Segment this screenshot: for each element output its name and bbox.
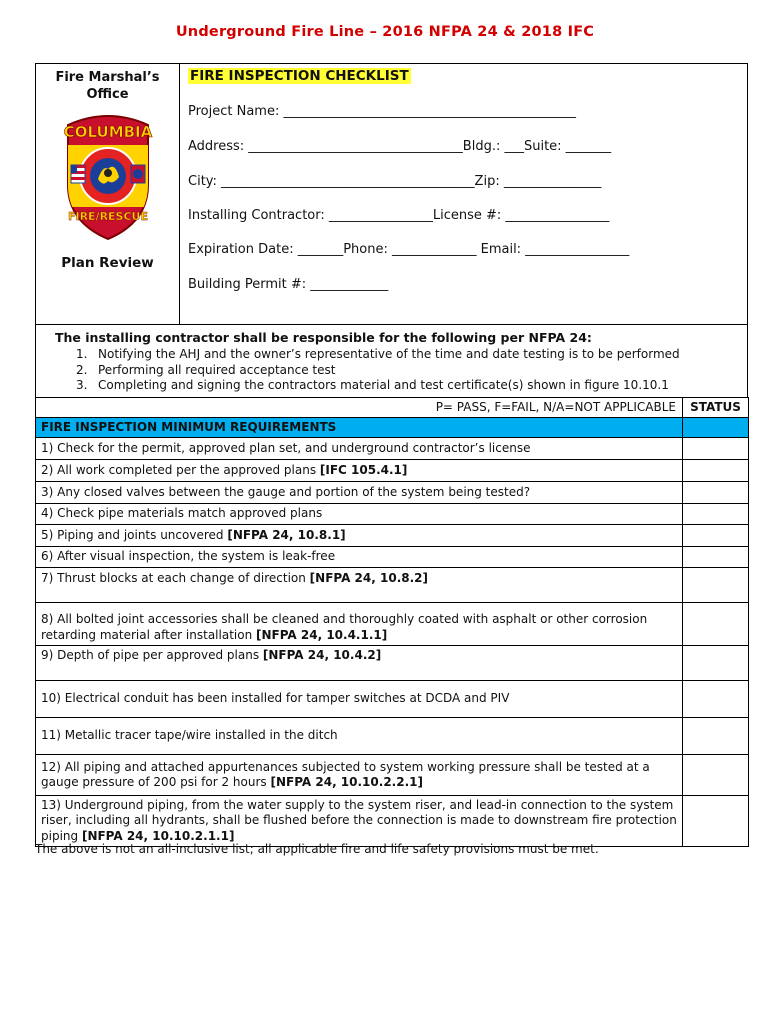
expiration-phone-email-field[interactable]: Expiration Date: _______Phone: _____________ Email: ________________ — [188, 242, 630, 257]
office-label-line1: Fire Marshal’s — [55, 70, 160, 85]
checklist-column — [186, 64, 739, 324]
installing-contractor-field[interactable]: Installing Contractor: ________________License #: ________________ — [188, 208, 610, 223]
code-reference: [NFPA 24, 10.8.2] — [309, 571, 428, 585]
table-row — [36, 568, 749, 603]
status-cell[interactable] — [683, 438, 749, 460]
status-cell[interactable] — [683, 796, 749, 847]
fire-marshal-column — [36, 64, 180, 324]
plan-review-label: Plan Review — [61, 255, 154, 271]
header-block — [35, 63, 748, 325]
requirements-table — [35, 397, 749, 847]
status-cell[interactable] — [683, 482, 749, 504]
status-cell[interactable] — [683, 504, 749, 525]
table-row — [36, 718, 749, 755]
requirement-text: 7) Thrust blocks at each change of direction — [41, 571, 310, 585]
code-reference: [NFPA 24, 10.10.2.2.1] — [270, 775, 423, 789]
table-row — [36, 460, 749, 482]
requirement-text: 11) Metallic tracer tape/wire installed in the ditch — [41, 728, 338, 743]
status-cell[interactable] — [683, 755, 749, 796]
requirement-text: 2) All work completed per the approved plans — [41, 462, 320, 477]
status-cell[interactable] — [683, 718, 749, 755]
list-item: 1. Notifying the AHJ and the owner’s representative of the time and date testing is to be performed — [76, 347, 680, 361]
building-permit-field[interactable]: Building Permit #: ____________ — [188, 277, 389, 292]
project-name-field[interactable]: Project Name: _____________________________________________ — [188, 104, 576, 119]
code-reference: [IFC 105.4.1] — [319, 462, 408, 477]
legend-row — [36, 398, 749, 418]
section-header: FIRE INSPECTION MINIMUM REQUIREMENTS — [36, 418, 683, 438]
page-title: Underground Fire Line – 2016 NFPA 24 & 2018 IFC — [175, 24, 595, 40]
status-legend: P= PASS, F=FAIL, N/A=NOT APPLICABLE — [36, 398, 683, 418]
footer-note: The above is not an all-inclusive list; all applicable fire and life safety provisions must be met. — [35, 842, 599, 856]
code-reference: [NFPA 24, 10.4.2] — [262, 648, 382, 662]
requirement-text: 6) After visual inspection, the system is leak-free — [41, 549, 336, 564]
svg-text:COLUMBIA: COLUMBIA — [63, 123, 153, 141]
table-row — [36, 547, 749, 568]
status-header: STATUS — [683, 398, 749, 418]
code-reference: [NFPA 24, 10.4.1.1] — [256, 627, 388, 642]
city-field[interactable]: City: _______________________________________Zip: _______________ — [188, 174, 602, 189]
code-reference: [NFPA 24, 10.8.1] — [227, 527, 346, 542]
code-reference: [NFPA 24, 10.10.2.1.1] — [81, 828, 235, 843]
office-label — [36, 69, 179, 103]
requirement-text: 5) Piping and joints uncovered — [41, 527, 228, 542]
table-row — [36, 796, 749, 847]
table-row — [36, 482, 749, 504]
list-item: 3. Completing and signing the contractors material and test certificate(s) shown in figure 10.10.1 — [76, 378, 669, 393]
svg-text:FIRE/RESCUE: FIRE/RESCUE — [67, 210, 149, 223]
requirement-text: 12) All piping and attached appurtenances subjected to system working pressure shall be tested at a gauge pressure of 200 psi for 2 hours — [41, 759, 650, 789]
table-row — [36, 681, 749, 718]
requirement-text: 13) Underground piping, from the water supply to the system riser, and lead-in connection to the system riser, including all hydrants, shall be flushed before the connection is made to downstream fire protection piping — [41, 797, 677, 843]
section-header-row — [36, 418, 749, 438]
status-cell[interactable] — [683, 525, 749, 547]
requirement-text: 4) Check pipe materials match approved plans — [41, 506, 323, 521]
office-label-line2: Office — [86, 87, 129, 102]
table-row — [36, 438, 749, 460]
status-cell[interactable] — [683, 568, 749, 603]
contractor-instructions — [35, 325, 748, 398]
list-item: 2. Performing all required acceptance test — [76, 362, 336, 377]
requirement-text: 1) Check for the permit, approved plan set, and underground contractor’s license — [41, 440, 531, 455]
instructions-heading: The installing contractor shall be responsible for the following per NFPA 24: — [55, 330, 592, 345]
table-row — [36, 603, 749, 646]
table-row — [36, 646, 749, 681]
status-cell[interactable] — [683, 547, 749, 568]
table-row — [36, 525, 749, 547]
requirement-text: 3) Any closed valves between the gauge and portion of the system being tested? — [41, 484, 531, 499]
instructions-list — [76, 347, 680, 394]
address-field[interactable]: Address: _________________________________Bldg.: ___Suite: _______ — [188, 139, 612, 154]
checklist-title: FIRE INSPECTION CHECKLIST — [190, 68, 409, 84]
requirement-text: 8) All bolted joint accessories shall be cleaned and thoroughly coated with asphalt or other corrosion retarding material after installation — [41, 612, 648, 642]
status-cell[interactable] — [683, 646, 749, 681]
requirement-text: 9) Depth of pipe per approved plans — [41, 648, 263, 662]
status-cell[interactable] — [683, 603, 749, 646]
status-cell[interactable] — [683, 681, 749, 718]
status-cell[interactable] — [683, 460, 749, 482]
requirement-text: 10) Electrical conduit has been installed for tamper switches at DCDA and PIV — [41, 691, 510, 706]
columbia-fire-rescue-logo — [63, 107, 153, 242]
table-row — [36, 755, 749, 796]
table-row — [36, 504, 749, 525]
